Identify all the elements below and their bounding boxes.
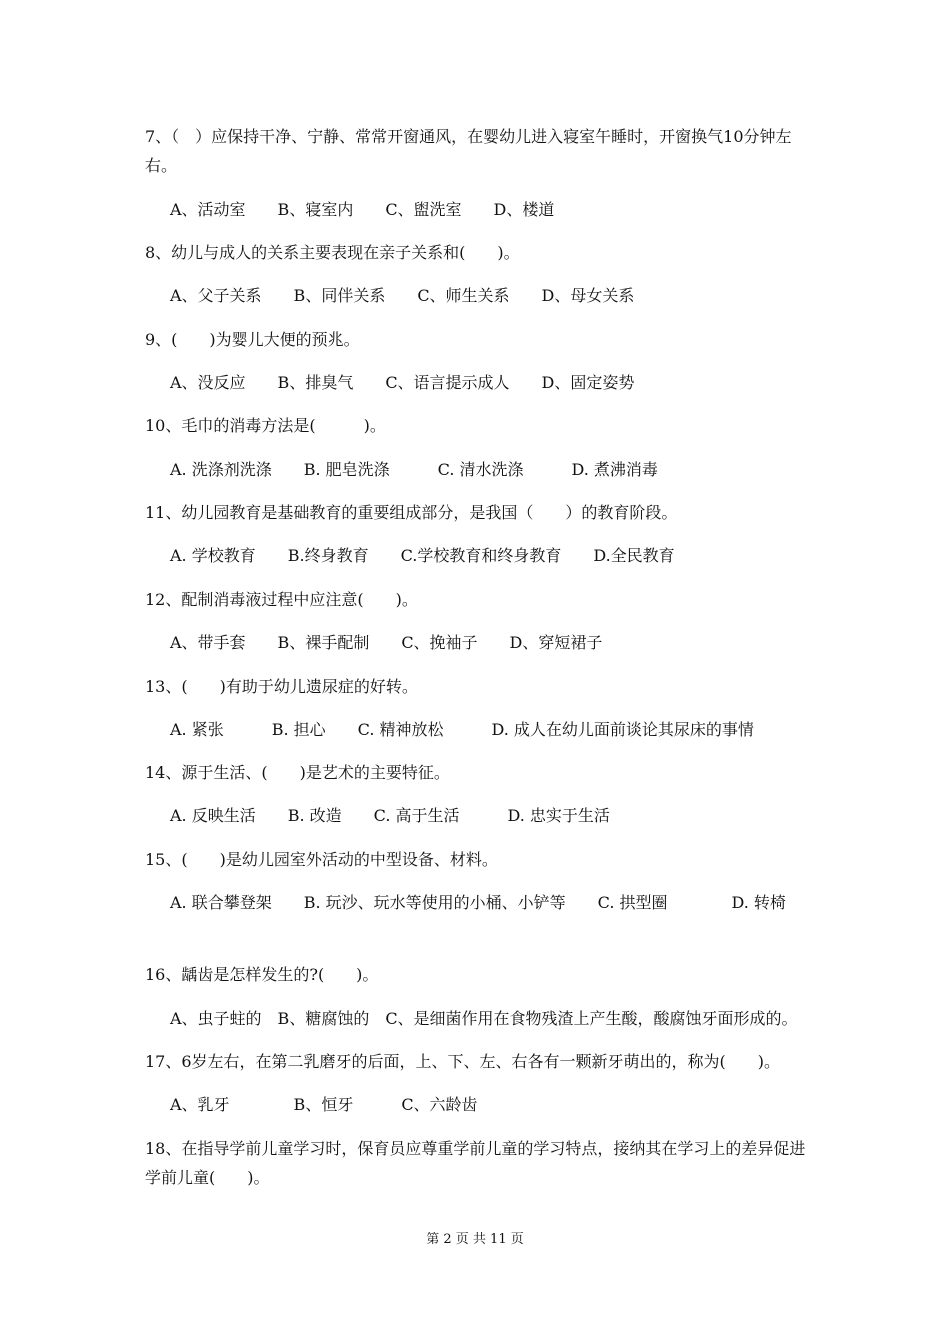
question-13: 13、( )有助于幼儿遗尿症的好转。: [145, 677, 418, 696]
question-10-options: A. 洗涤剂洗涤 B. 肥皂洗涤 C. 清水洗涤 D. 煮沸消毒: [170, 460, 658, 479]
question-11: 11、幼儿园教育是基础教育的重要组成部分，是我国（ ）的教育阶段。: [145, 503, 678, 522]
question-12-options: A、带手套 B、裸手配制 C、挽袖子 D、穿短裙子: [170, 633, 603, 652]
question-8-options: A、父子关系 B、同伴关系 C、师生关系 D、母女关系: [170, 286, 635, 305]
question-7: 7、（ ）应保持干净、宁静、常常开窗通风，在婴幼儿进入寝室午睡时，开窗换气10分钟左右。: [145, 127, 792, 175]
question-14-options: A. 反映生活 B. 改造 C. 高于生活 D. 忠实于生活: [170, 806, 610, 825]
question-10: 10、毛巾的消毒方法是( )。: [145, 416, 386, 435]
question-9: 9、( )为婴儿大便的预兆。: [145, 330, 360, 349]
question-14: 14、源于生活、( )是艺术的主要特征。: [145, 763, 450, 782]
question-13-options: A. 紧张 B. 担心 C. 精神放松 D. 成人在幼儿面前谈论其尿床的事情: [170, 720, 754, 739]
question-11-options: A. 学校教育 B.终身教育 C.学校教育和终身教育 D.全民教育: [170, 546, 675, 565]
question-17-options: A、乳牙 B、恒牙 C、六龄齿: [170, 1095, 478, 1114]
question-9-options: A、没反应 B、排臭气 C、语言提示成人 D、固定姿势: [170, 373, 635, 392]
page-footer: 第 2 页 共 11 页: [426, 1232, 524, 1247]
question-16-options: A、虫子蛀的 B、糖腐蚀的 C、是细菌作用在食物残渣上产生酸，酸腐蚀牙面形成的。: [170, 1009, 798, 1028]
question-8: 8、幼儿与成人的关系主要表现在亲子关系和( )。: [145, 243, 520, 262]
question-16: 16、龋齿是怎样发生的?( )。: [145, 965, 379, 984]
question-15-options: A. 联合攀登架 B. 玩沙、玩水等使用的小桶、小铲等 C. 拱型圈 D. 转椅: [170, 893, 786, 912]
question-15: 15、( )是幼儿园室外活动的中型设备、材料。: [145, 850, 498, 869]
question-18: 18、在指导学前儿童学习时，保育员应尊重学前儿童的学习特点，接纳其在学习上的差异促进学前儿童( )。: [145, 1139, 806, 1187]
question-7-options: A、活动室 B、寝室内 C、盥洗室 D、楼道: [170, 200, 555, 219]
question-12: 12、配制消毒液过程中应注意( )。: [145, 590, 418, 609]
question-17: 17、6岁左右，在第二乳磨牙的后面，上、下、左、右各有一颗新牙萌出的，称为( )。: [145, 1052, 781, 1071]
